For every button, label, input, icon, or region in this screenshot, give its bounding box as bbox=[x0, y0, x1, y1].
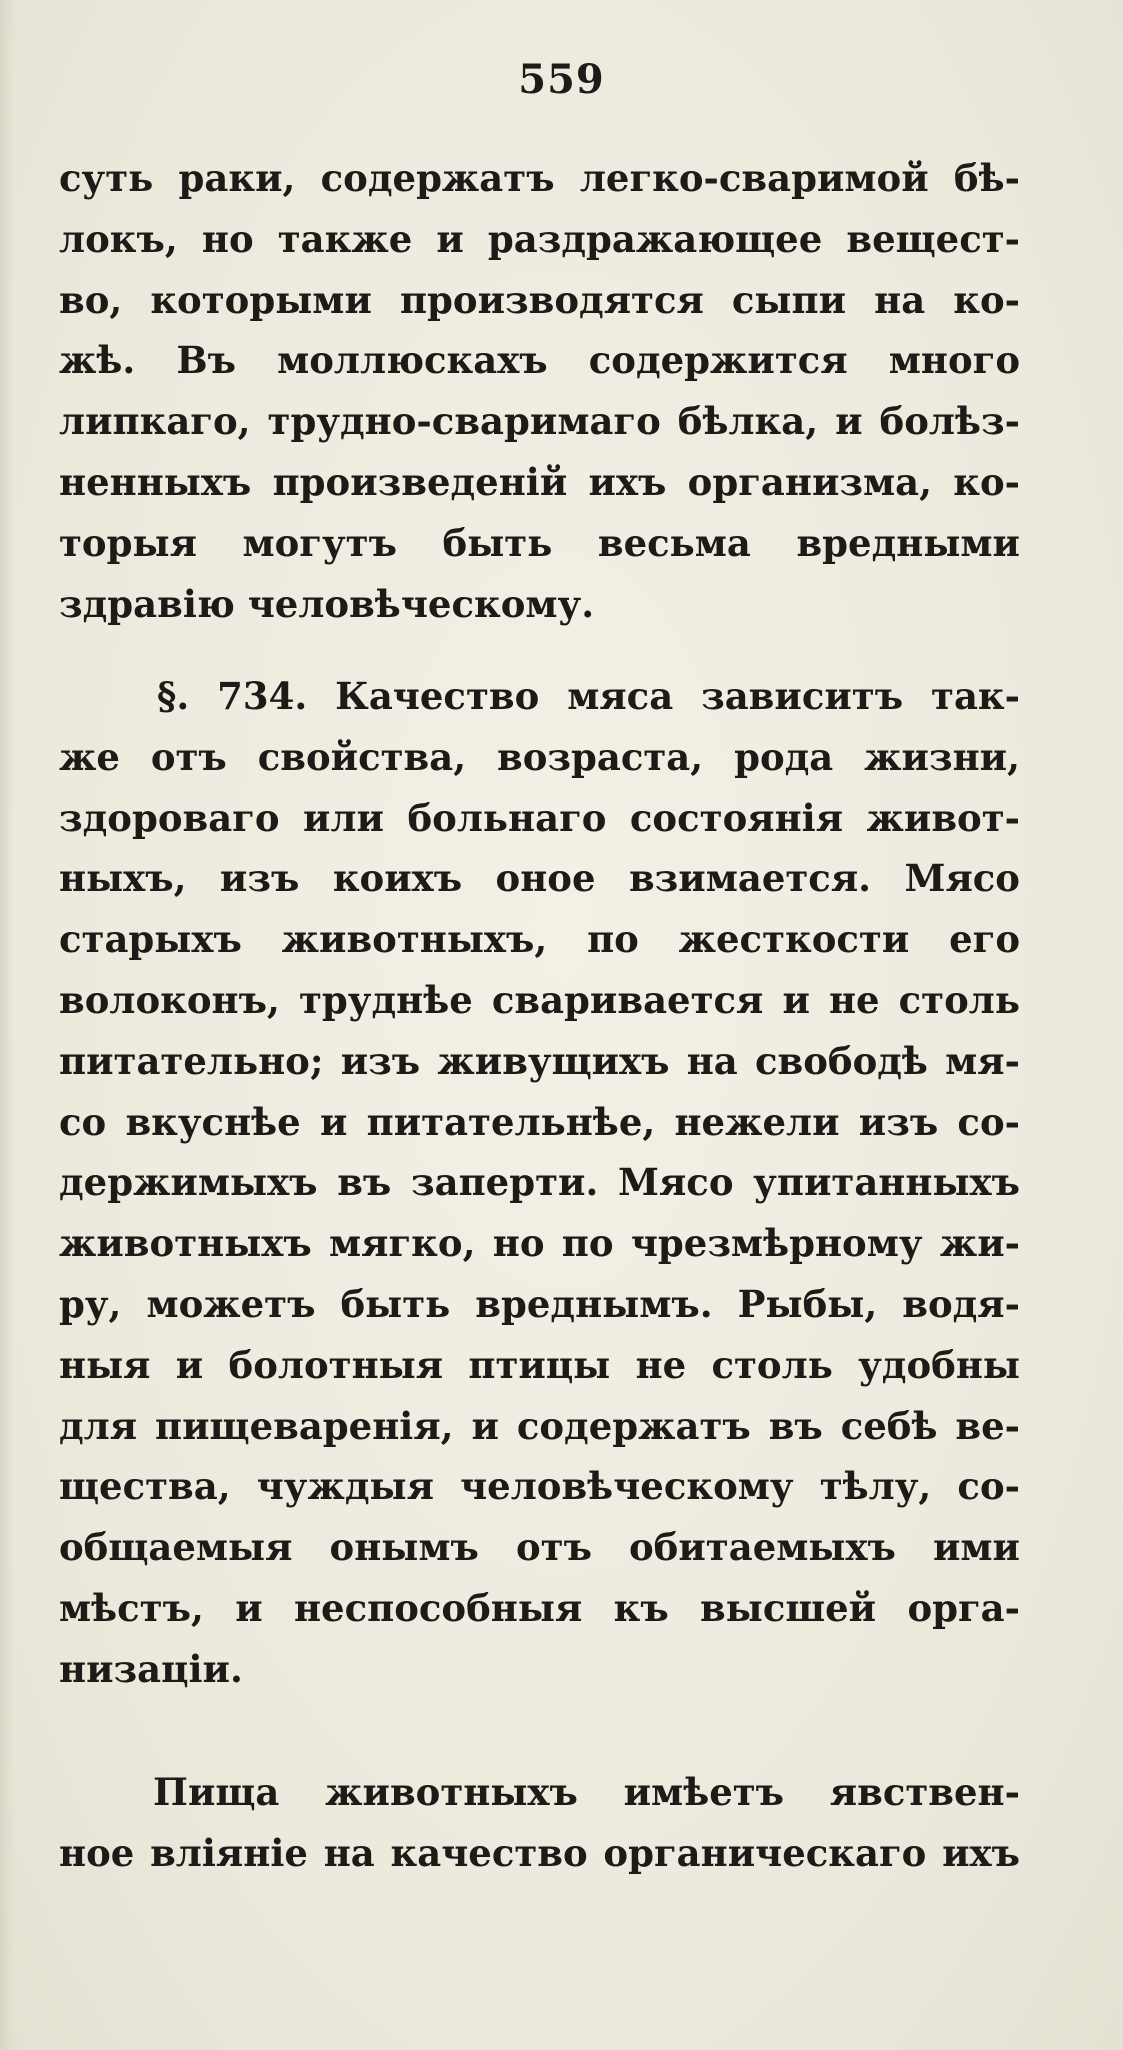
text-line: животныхъ мягко, но по чрезмѣрному жи- bbox=[59, 1221, 1020, 1266]
text-line: липкаго, трудно-сваримаго бѣлка, и болѣз- bbox=[59, 399, 1020, 444]
text-line: локъ, но также и раздражающее вещест- bbox=[59, 216, 1020, 261]
text-line: ру, можетъ быть вреднымъ. Рыбы, водя- bbox=[59, 1281, 1020, 1326]
text-line: для пищеваренія, и содержатъ въ себѣ ве- bbox=[59, 1403, 1020, 1448]
paragraph-2 bbox=[59, 666, 1020, 1700]
text-line: ныя и болотныя птицы не столь удобны bbox=[59, 1342, 1020, 1387]
text-line: щества, чуждыя человѣческому тѣлу, со- bbox=[59, 1464, 1020, 1509]
text-line: торыя могутъ быть весьма вредными bbox=[59, 520, 1020, 565]
text-line: во, которыми производятся сыпи на ко- bbox=[59, 277, 1020, 322]
paragraph-1 bbox=[59, 148, 1020, 634]
text-line: здороваго или больнаго состоянія живот- bbox=[59, 795, 1020, 840]
text-line: держимыхъ въ заперти. Мясо упитанныхъ bbox=[59, 1160, 1020, 1205]
text-line: здравію человѣческому. bbox=[59, 581, 595, 626]
text-line: §. 734. Качество мяса зависитъ так- bbox=[157, 674, 1020, 718]
text-line: же отъ свойства, возраста, рода жизни, bbox=[59, 734, 1020, 779]
text-line: ненныхъ произведеній ихъ организма, ко- bbox=[59, 459, 1020, 504]
page-number: 559 bbox=[518, 56, 605, 103]
text-line: мѣстъ, и неспособныя къ высшей орга- bbox=[59, 1585, 1020, 1630]
text-line: старыхъ животныхъ, по жесткости его bbox=[59, 917, 1020, 962]
text-line: ное вліяніе на качество органическаго ихъ bbox=[59, 1830, 1020, 1875]
text-line: со вкуснѣе и питательнѣе, нежели изъ со- bbox=[59, 1099, 1020, 1144]
text-line: низаціи. bbox=[59, 1646, 243, 1691]
text-line: Пища животныхъ имѣетъ явствен- bbox=[153, 1770, 1020, 1814]
text-line: жѣ. Въ моллюскахъ содержится много bbox=[59, 338, 1020, 383]
text-line: суть раки, содержатъ легко-сваримой бѣ- bbox=[59, 156, 1020, 200]
page-edge-shadow bbox=[0, 0, 14, 2050]
text-line: ныхъ, изъ коихъ оное взимается. Мясо bbox=[59, 856, 1020, 901]
text-line: питательно; изъ живущихъ на свободѣ мя- bbox=[59, 1038, 1020, 1083]
paragraph-3 bbox=[59, 1762, 1020, 1884]
text-line: волоконъ, труднѣе сваривается и не столь bbox=[59, 977, 1020, 1022]
text-line: общаемыя онымъ отъ обитаемыхъ ими bbox=[59, 1525, 1020, 1570]
